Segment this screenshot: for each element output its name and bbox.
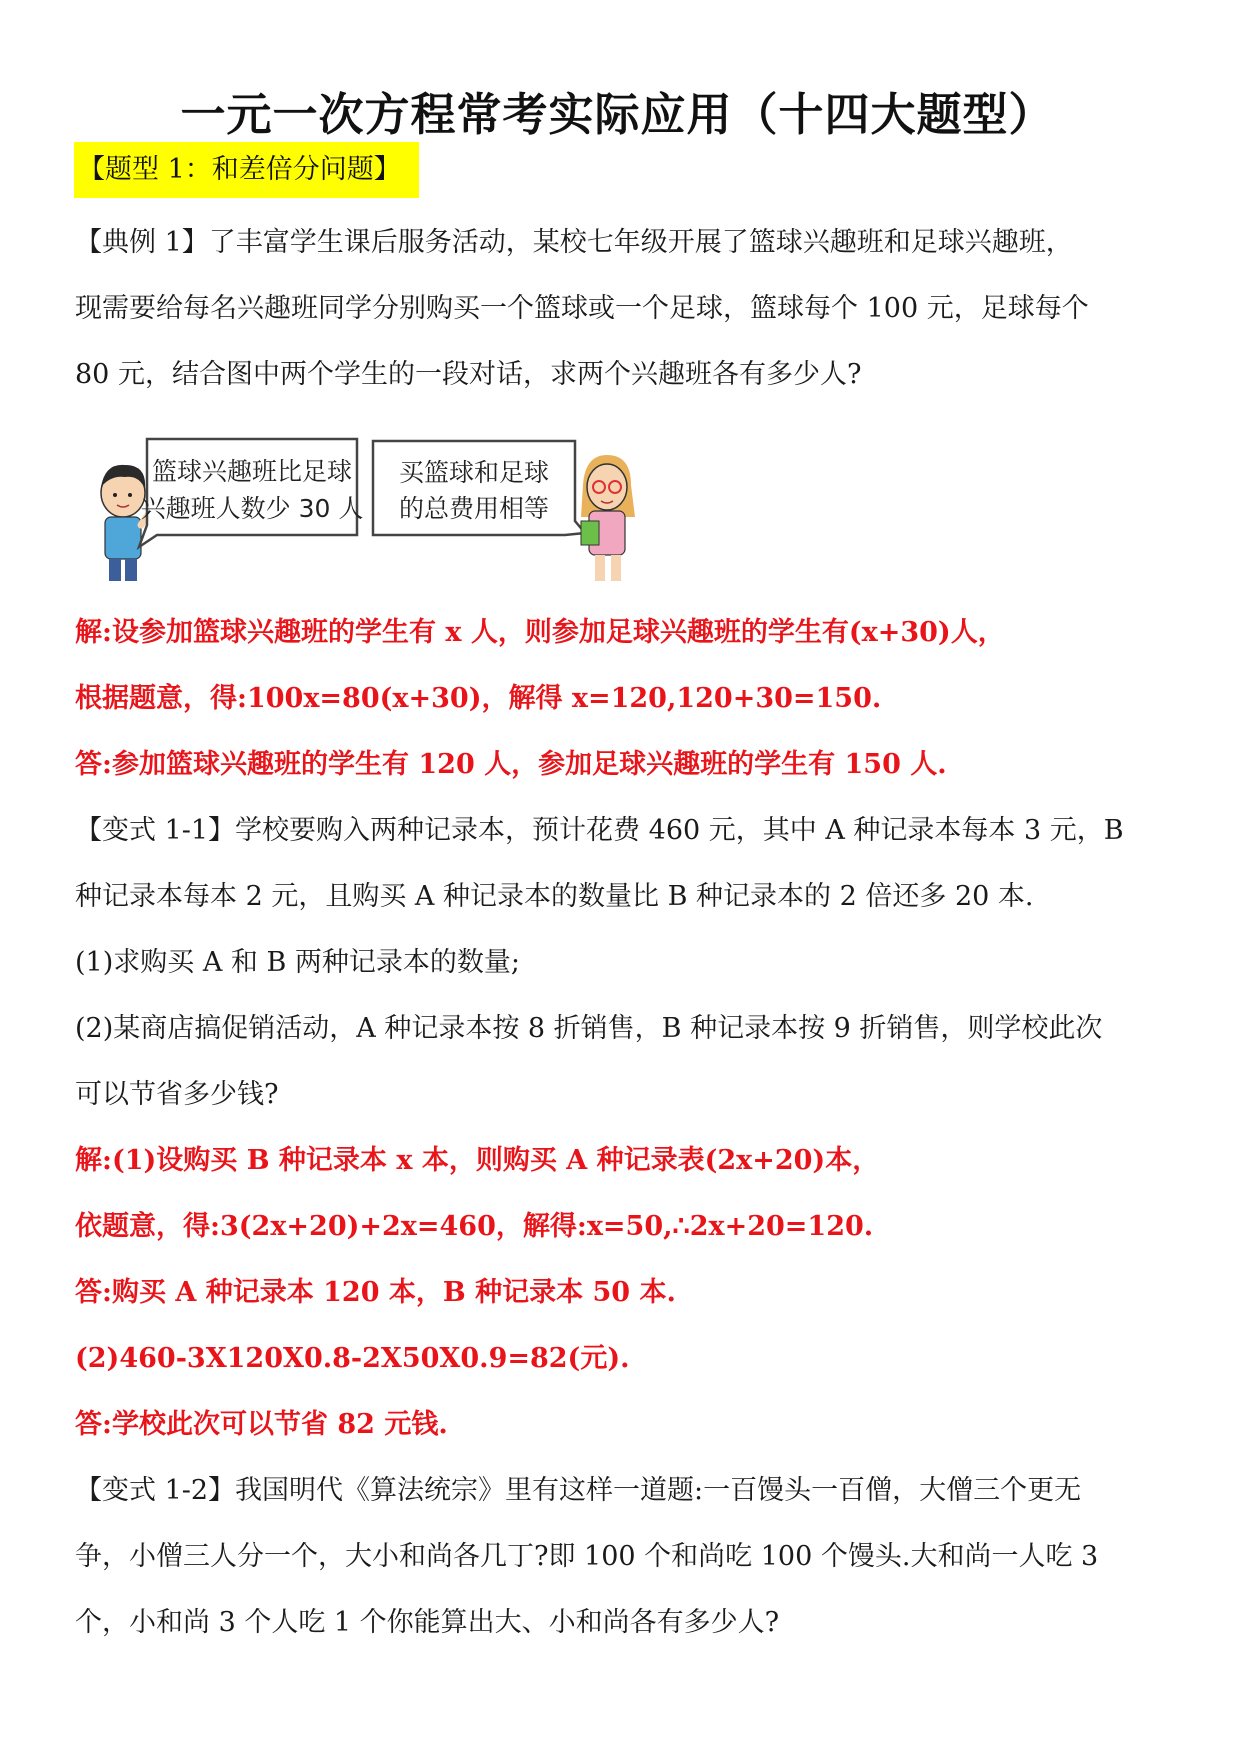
variant1-1-question-2: (2)某商店搞促销活动，A 种记录本按 8 折销售，B 种记录本按 9 折销售，则学校此次 (75, 1013, 1103, 1044)
example1-answer: 答:参加篮球兴趣班的学生有 120 人，参加足球兴趣班的学生有 150 人. (75, 749, 947, 780)
variant1-1-answer-1: 答:购买 A 种记录本 120 本，B 种记录本 50 本. (75, 1277, 676, 1308)
example1-line-1: 【典例 1】了丰富学生课后服务活动，某校七年级开展了篮球兴趣班和足球兴趣班， (75, 227, 1073, 258)
variant1-1-question-2-cont: 可以节省多少钱? (75, 1079, 279, 1110)
left-bubble-line-2: 兴趣班人数少 30 人 (140, 494, 364, 523)
variant1-1-line-1: 【变式 1-1】学校要购入两种记录本，预计花费 460 元，其中 A 种记录本每本 3 元，B (75, 815, 1124, 846)
right-bubble-line-2: 的总费用相等 (398, 494, 550, 523)
page-title: 一元一次方程常考实际应用（十四大题型） (180, 88, 1055, 141)
dialogue-illustration (95, 425, 635, 590)
example1-solution-2: 根据题意，得:100x=80(x+30)，解得 x=120,120+30=150. (75, 683, 882, 714)
variant1-1-solution-3: (2)460-3X120X0.8-2X50X0.9=82(元). (75, 1343, 630, 1374)
variant1-1-line-2: 种记录本每本 2 元，且购买 A 种记录本的数量比 B 种记录本的 2 倍还多 20 本. (75, 881, 1034, 912)
variant1-1-answer-2: 答:学校此次可以节省 82 元钱. (75, 1409, 448, 1440)
variant1-1-question-1: (1)求购买 A 和 B 两种记录本的数量; (75, 947, 521, 978)
example1-line-3: 80 元，结合图中两个学生的一段对话，求两个兴趣班各有多少人? (75, 359, 862, 390)
right-speech-bubble (373, 441, 585, 535)
example1-line-2: 现需要给每名兴趣班同学分别购买一个篮球或一个足球，篮球每个 100 元，足球每个 (75, 293, 1089, 324)
girl-figure-icon (581, 455, 635, 581)
variant1-2-line-3: 个，小和尚 3 个人吃 1 个你能算出大、小和尚各有多少人? (75, 1607, 780, 1638)
left-speech-bubble (139, 439, 363, 547)
variant1-1-solution-1: 解:(1)设购买 B 种记录本 x 本，则购买 A 种记录表(2x+20)本， (75, 1145, 880, 1176)
variant1-2-line-2: 争，小僧三人分一个，大小和尚各几丁?即 100 个和尚吃 100 个馒头.大和尚一人吃 3 (75, 1541, 1099, 1572)
variant1-1-solution-2: 依题意，得:3(2x+20)+2x=460，解得:x=50,∴2x+20=120. (75, 1211, 874, 1242)
section-tag: 【题型 1：和差倍分问题】 (74, 142, 419, 198)
variant1-2-line-1: 【变式 1-2】我国明代《算法统宗》里有这样一道题:一百馒头一百僧，大僧三个更无 (75, 1475, 1082, 1506)
left-bubble-line-1: 篮球兴趣班比足球 (151, 457, 353, 486)
example1-solution-1: 解:设参加篮球兴趣班的学生有 x 人，则参加足球兴趣班的学生有(x+30)人， (75, 617, 1005, 648)
right-bubble-line-1: 买篮球和足球 (398, 458, 550, 487)
